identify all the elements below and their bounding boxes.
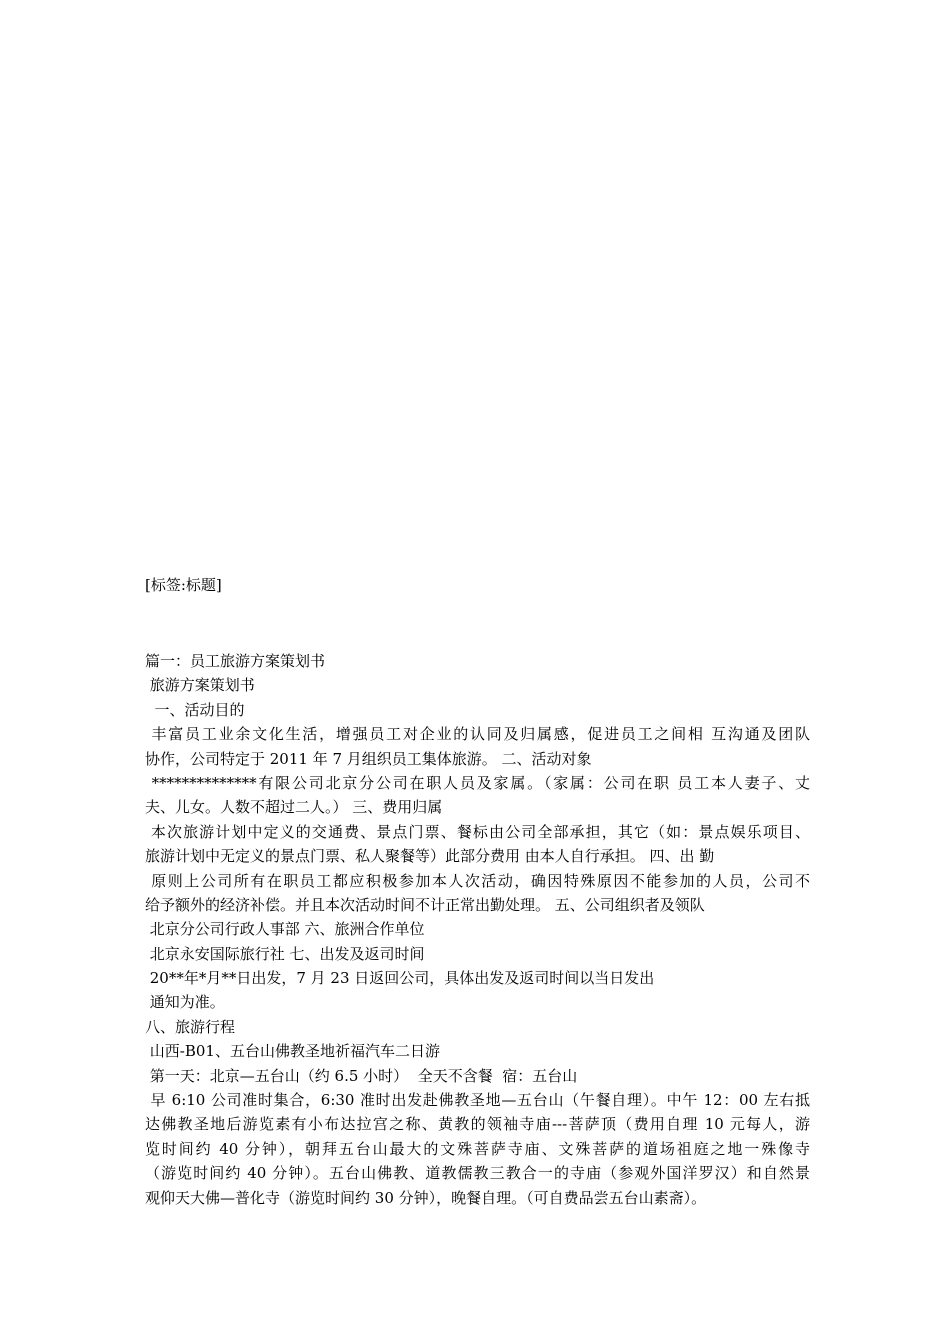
text-line: **************有限公司北京分公司在职人员及家属。（家属：公司在职 员工本人妻子、丈 [145,773,810,792]
text-line: 早 6:10 公司准时集合，6:30 准时出发赴佛教圣地—五台山（午餐自理）。中午 12：00 左右抵 [145,1091,810,1110]
text-line: 山西-B01、五台山佛教圣地祈福汽车二日游 [145,1042,440,1061]
text-line: 本次旅游计划中定义的交通费、景点门票、餐标由公司全部承担，其它（如：景点娱乐项目、 [145,822,810,841]
text-line: 一、活动目的 [145,700,245,719]
tag-placeholder: [标签:标题] [145,576,222,594]
document-body [145,649,810,1210]
text-line: 达佛教圣地后游览素有小布达拉宫之称、黄教的领袖寺庙---菩萨顶（费用自理 10 元每人，游 [145,1115,810,1134]
text-line: 协作，公司特定于 2011 年 7 月组织员工集体旅游。 二、活动对象 [145,749,592,768]
text-line: 给予额外的经济补偿。并且本次活动时间不计正常出勤处理。 五、公司组织者及领队 [145,895,705,914]
text-line: 篇一：员工旅游方案策划书 [145,652,326,670]
text-line: 旅游方案策划书 [145,676,255,695]
text-line: 通知为准。 [145,993,225,1012]
text-line: 览时间约 40 分钟），朝拜五台山最大的文殊菩萨寺庙、文殊菩萨的道场祖庭之地一殊像寺 [145,1139,810,1158]
text-line: 北京永安国际旅行社 七、出发及返司时间 [145,944,425,963]
text-line: 八、旅游行程 [145,1017,236,1036]
text-line: 20**年*月**日出发，7 月 23 日返回公司，具体出发及返司时间以当日发出 [145,969,655,988]
text-line: 旅游计划中无定义的景点门票、私人聚餐等）此部分费用 由本人自行承担。 四、出 勤 [145,847,715,866]
text-line: 北京分公司行政人事部 六、旅洲合作单位 [145,920,425,939]
text-line: （游览时间约 40 分钟）。五台山佛教、道教儒教三教合一的寺庙（参观外国洋罗汉）和自然景 [145,1164,810,1183]
text-line: 观仰天大佛—普化寺（游览时间约 30 分钟），晚餐自理。（可自费品尝五台山素斋）。 [145,1188,707,1207]
text-line: 夫、儿女。人数不超过二人。） 三、费用归属 [145,798,443,817]
text-line: 丰富员工业余文化生活，增强员工对企业的认同及归属感，促进员工之间相 互沟通及团队 [145,725,810,744]
text-line: 原则上公司所有在职员工都应积极参加本人次活动，确因特殊原因不能参加的人员，公司不 [145,871,810,890]
text-line: 第一天：北京—五台山（约 6.5 小时） 全天不含餐 宿：五台山 [145,1066,578,1085]
